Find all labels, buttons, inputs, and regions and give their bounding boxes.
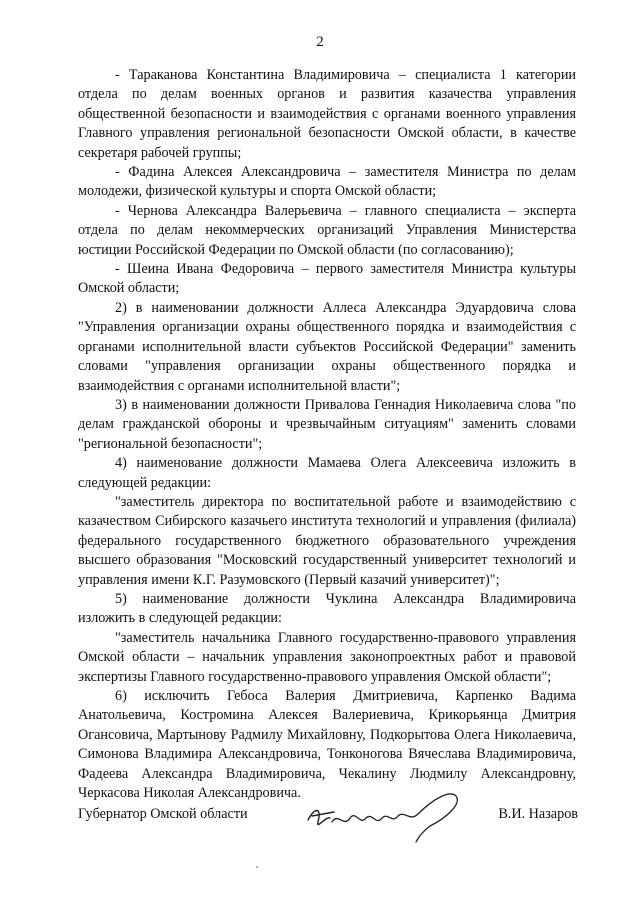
scan-dot [256, 866, 258, 868]
paragraph-member-tarakanov: - Тараканова Константина Владимировича – специалиста 1 категории отдела по делам военных органов и развития казачества управления общественной безопасности и взаимодействия с органами военного управления Главного управления региональной безопасности Омской области, в качестве секретаря рабочей группы; [78, 67, 576, 161]
paragraph-member-fadin: - Фадина Алексея Александровича – заместителя Министра по делам молодежи, физической культуры и спорта Омской области; [78, 164, 576, 200]
paragraph-amendment-3: 3) в наименовании должности Привалова Геннадия Николаевича слова "по делам гражданской обороны и чрезвычайным ситуациям" заменить словами "региональной безопасности"; [78, 396, 576, 452]
paragraph-member-sheyin: - Шеина Ивана Федоровича – первого заместителя Министра культуры Омской области; [78, 261, 576, 297]
paragraph-amendment-5: 5) наименование должности Чуклина Александра Владимировича изложить в следующей редакции: [78, 590, 576, 627]
paragraph-amendment-4: 4) наименование должности Мамаева Олега Алексеевича изложить в следующей редакции: [78, 455, 576, 491]
paragraph-member-chernov: - Чернова Александра Валерьевича – главного специалиста – эксперта отдела по делам некоммерческих организаций Управления Министерства юстиции Российской Федерации по Омской области (по согласованию); [78, 202, 576, 258]
paragraph-amendment-2: 2) в наименовании должности Аллеса Александра Эдуардовича слова "Управления организации охраны общественного порядка и взаимодействия с органами исполнительной власти субъектов Российской Федерации" заменить словами "управления организации охраны общественного порядка и взаимодействия с органами исполнительной власти"; [78, 299, 576, 394]
paragraph-amendment-4-text: "заместитель директора по воспитательной работе и взаимодействию с казачеством Сибирского казачьего института технологий и управления (филиала) федерального государственного бюджетного образовательного учреждения высшего образования "Московский государственный университет технологий и управления имени К.Г. Разумовского (Первый казачий университет)"; [78, 493, 576, 588]
signatory-title: Губернатор Омской области [78, 806, 248, 822]
handwritten-signature [300, 786, 470, 844]
paragraph-amendment-5-text: "заместитель начальника Главного государственно-правового управления Омской области – начальник управления законопроектных работ и правовой экспертизы Главного государственно-правового управления Омской области"; [78, 629, 576, 685]
signatory-name: В.И. Назаров [498, 806, 578, 822]
page-number: 2 [316, 34, 324, 50]
signature-block [78, 786, 578, 846]
paragraph-amendment-6: 6) исключить Гебоса Валерия Дмитриевича, Карпенко Вадима Анатольевича, Костромина Алексея Валериевича, Крикорьянца Дмитрия Огансовича, Мартынову Радмилу Михайловну, Подкорытова Олега Николаевича, Симонова Владимира Александровича, Тонконогова Вячеслава Владимировича, Фадеева Александра Владимировича, Чекалину Людмилу Александровну, Черкасова Николая Александровича. [78, 688, 576, 802]
document-body [78, 66, 576, 803]
